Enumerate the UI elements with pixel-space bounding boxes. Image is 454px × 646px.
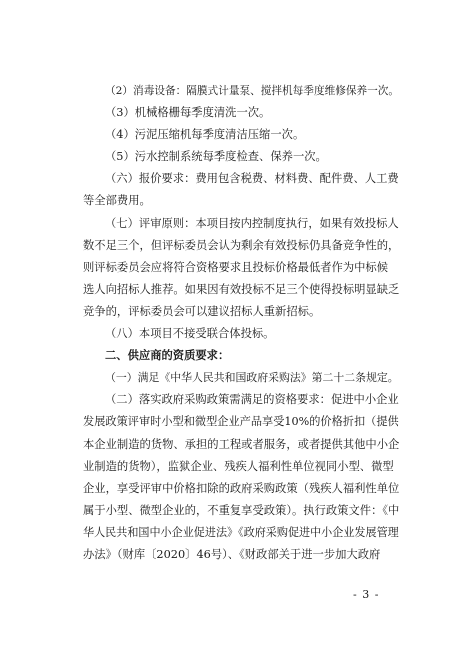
paragraph-line-policy-5: 企业，享受评审中价格扣除的政府采购政策（残疾人福利性单位 [83, 481, 400, 495]
paragraph-line-policy-3: 本企业制造的货物、承担的工程或者服务，或者提供其他中小企 [83, 437, 400, 451]
page-number: - 3 - [353, 588, 380, 601]
paragraph-line-policy-6: 属于小型、微型企业的，不重复享受政策）。执行政策文件：《中 [83, 503, 400, 517]
paragraph-line-evaluation-5: 竞争的，评标委员会可以建议招标人重新招标。 [83, 304, 321, 318]
paragraph-line-policy-7: 华人民共和国中小企业促进法》《政府采购促进中小企业发展管理 [83, 525, 399, 539]
paragraph-line-evaluation-4: 选人向招标人推荐。如果因有效投标不足三个使得投标明显缺乏 [83, 282, 400, 296]
paragraph-line-quote-requirements: （六）报价要求：费用包含税费、材料费、配件费、人工费 [105, 172, 399, 186]
paragraph-line-quote-continued: 等全部费用。 [83, 194, 151, 208]
paragraph-line-policy-8: 办法》（财库〔2020〕46号）、《财政部关于进一步加大政府 [83, 547, 381, 561]
paragraph-line-procurement-law: （一）满足《中华人民共和国政府采购法》第二十二条规定。 [105, 371, 399, 385]
paragraph-line-mechanical-grille: （3）机械格栅每季度清洗一次。 [105, 106, 271, 120]
paragraph-line-policy-4: 业制造的货物），监狱企业、残疾人福利性单位视同小型、微型 [83, 459, 394, 473]
paragraph-line-evaluation-3: 则评标委员会应将符合资格要求且投标价格最低者作为中标候 [83, 260, 389, 274]
paragraph-line-policy-requirements: （二）落实政府采购政策需满足的资格要求：促进中小企业 [105, 393, 399, 407]
paragraph-line-no-consortium: （八）本项目不接受联合体投标。 [105, 327, 275, 341]
paragraph-line-disinfection-equipment: （2）消毒设备：隔膜式计量泵、搅拌机每季度维修保养一次。 [105, 84, 400, 97]
paragraph-line-sludge-compressor: （4）污泥压缩机每季度清洁压缩一次。 [105, 128, 305, 142]
document-body [83, 80, 399, 566]
section-heading-supplier-qualifications: 二、供应商的资质要求： [105, 349, 230, 363]
paragraph-line-evaluation-principle: （七）评审原则：本项目按内控制度执行，如果有效投标人 [105, 216, 399, 230]
paragraph-line-control-system: （5）污水控制系统每季度检查、保养一次。 [105, 150, 327, 164]
paragraph-line-policy-2: 发展政策评审时小型和微型企业产品享受10%的价格折扣（提供 [83, 415, 399, 429]
paragraph-line-evaluation-2: 数不足三个，但评标委员会认为剩余有效投标仍具备竞争性的， [83, 238, 400, 252]
